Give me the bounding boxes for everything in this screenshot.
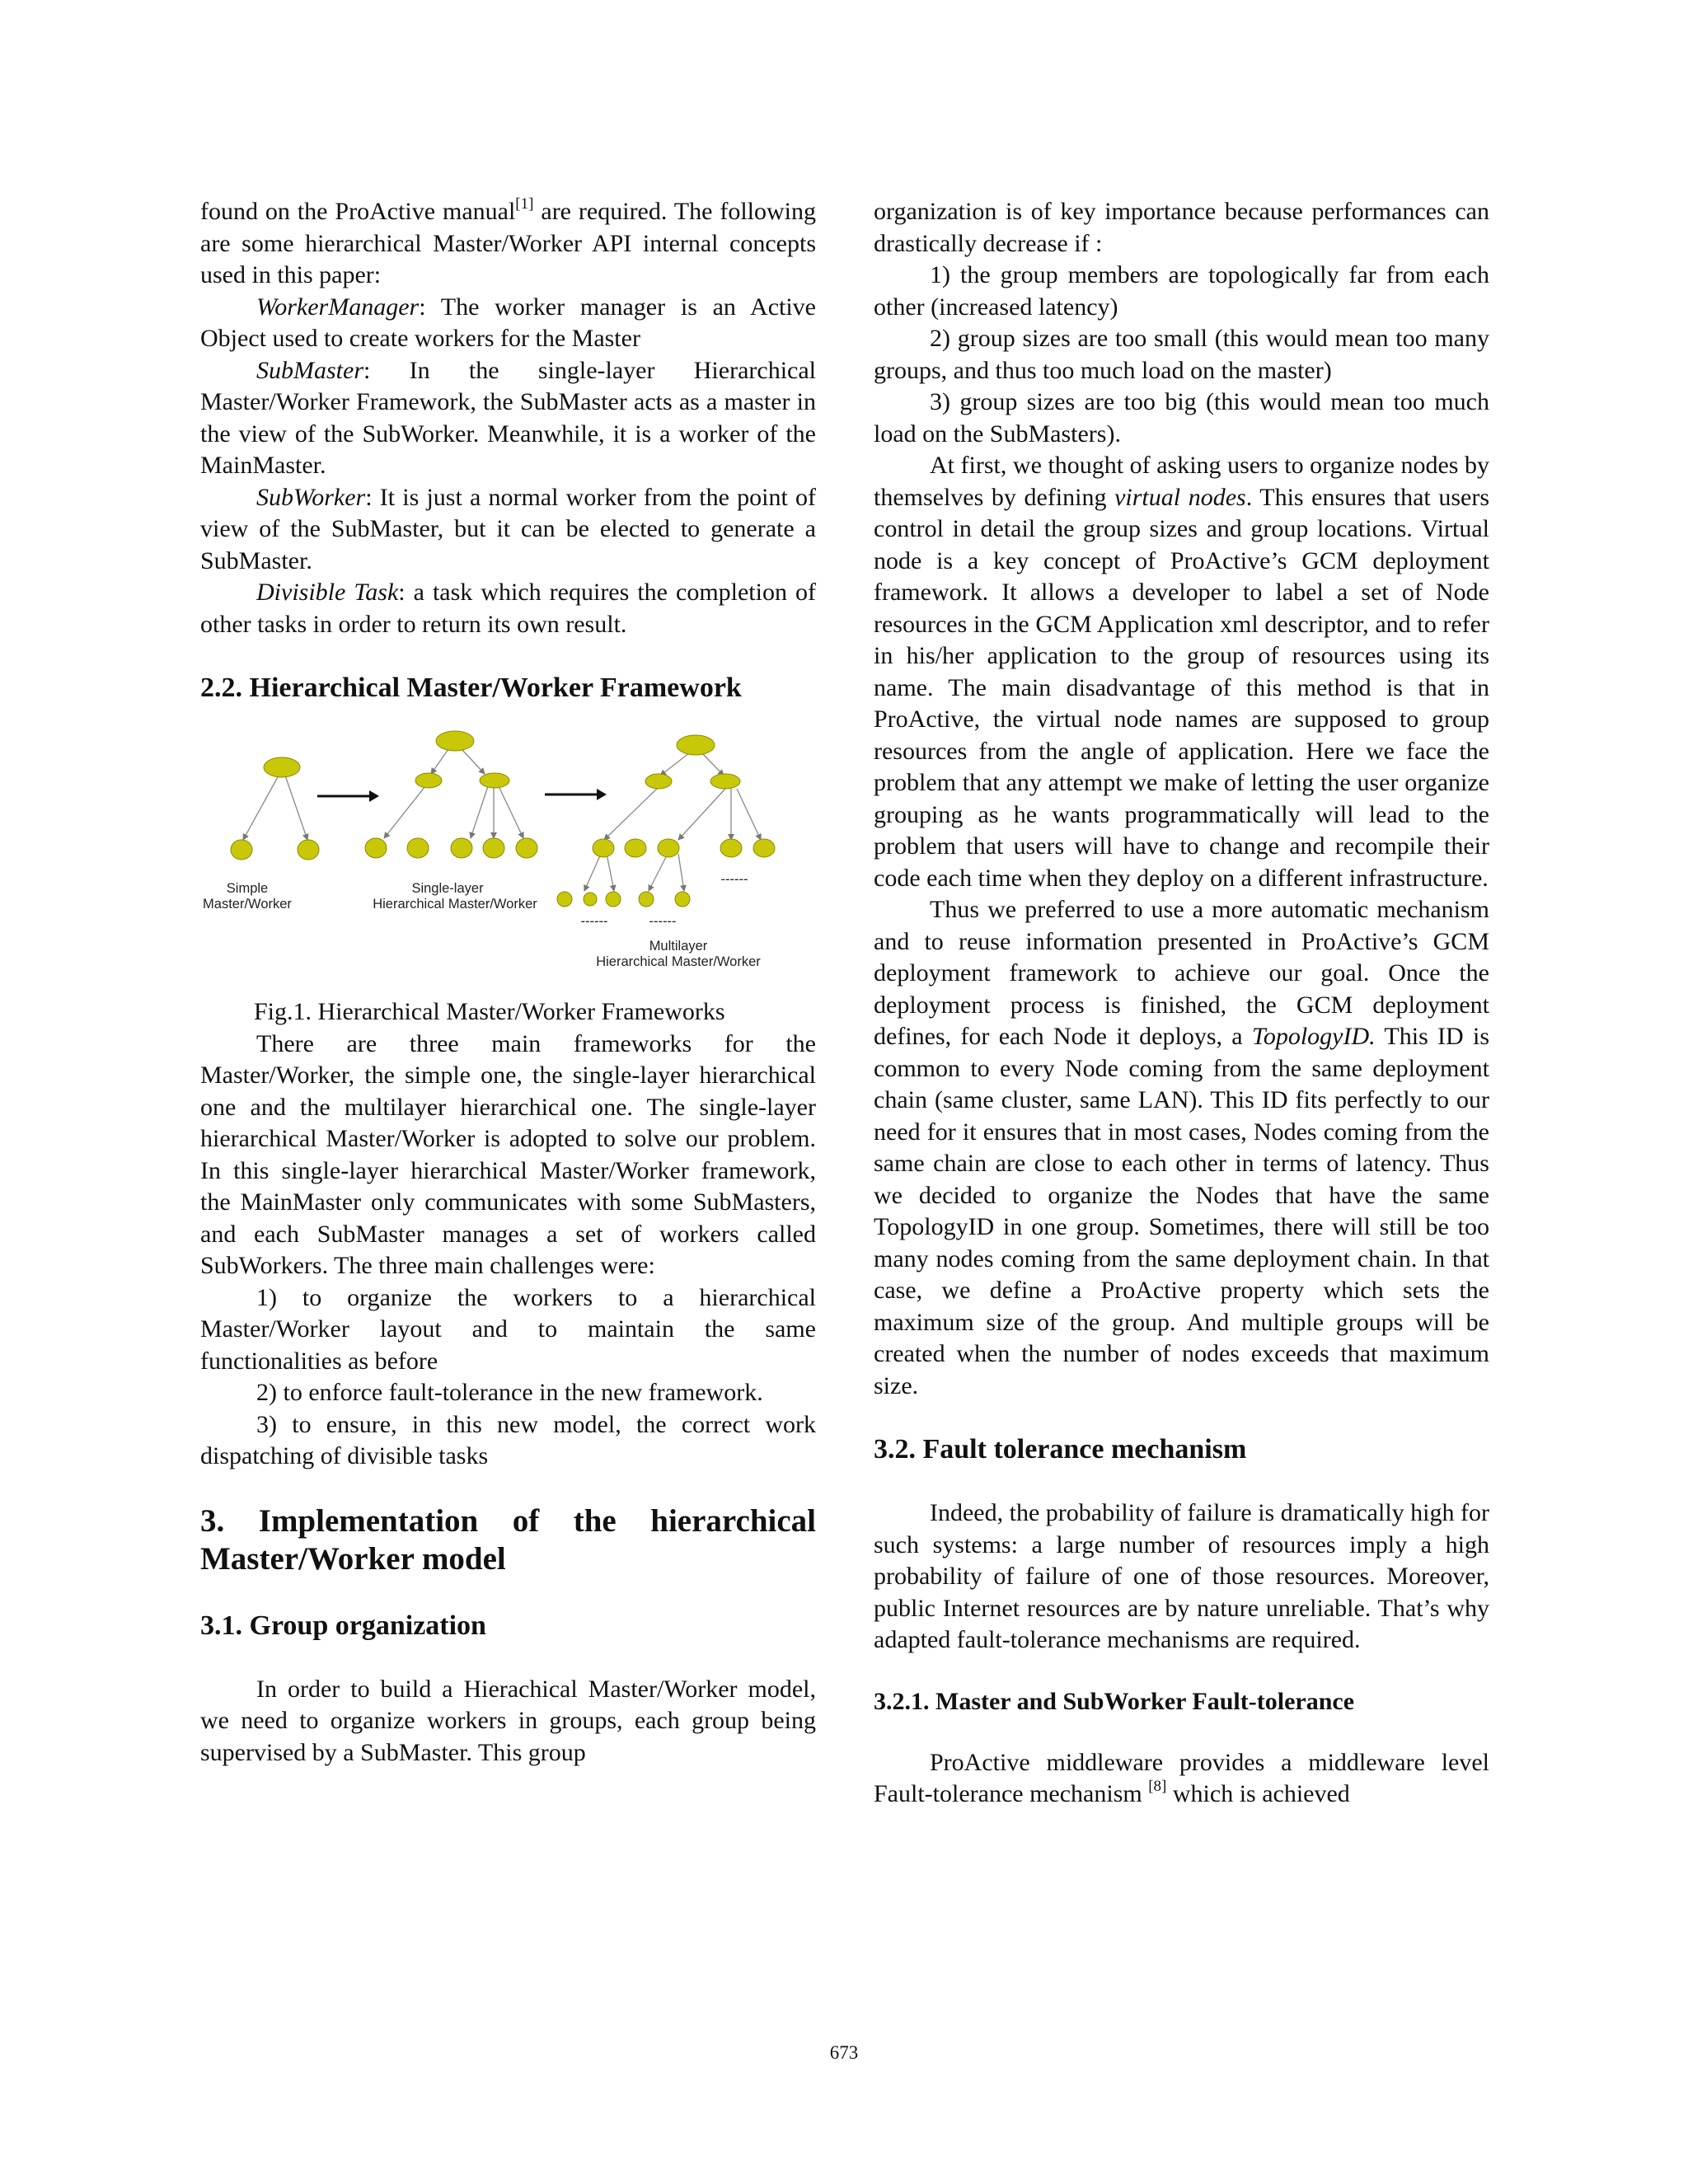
label-single-2: Hierarchical Master/Worker (373, 897, 537, 912)
worker-node (451, 838, 472, 858)
citation-1: [1] (515, 195, 534, 213)
label-single-1: Single-layer (411, 881, 484, 896)
figure-1 (200, 716, 816, 996)
worker-node (639, 892, 654, 907)
worker-node (606, 892, 621, 907)
fault-tolerance-paragraph: Indeed, the probability of failure is dramatically high for such systems: a large number of resources imply a high probability of failure of one of those resources. Moreover, public Internet resources are by nature unreliable. That’s why adapted fault-tolerance mechanisms are required. (874, 1499, 1489, 1653)
page-number: 673 (829, 2042, 859, 2063)
worker-node (658, 839, 679, 857)
worker-node (593, 839, 614, 857)
citation-8: [8] (1148, 1778, 1167, 1795)
worker-node (557, 892, 572, 907)
label-multi-2: Hierarchical Master/Worker (596, 954, 761, 969)
worker-node (415, 773, 442, 788)
challenge-3: 3) to ensure, in this new model, the correct work dispatching of divisible tasks (200, 1410, 816, 1469)
worker-node (645, 774, 672, 789)
condition-2: 2) group sizes are too small (this would mean too many groups, and thus too much load on the master) (874, 325, 1489, 384)
figure-caption: Fig.1. Hierarchical Master/Worker Frameworks (254, 998, 725, 1025)
worker-node (584, 893, 597, 906)
worker-node (710, 774, 740, 789)
organization-paragraph: organization is of key importance because performances can drastically decrease if : (874, 198, 1489, 257)
frameworks-paragraph: There are three main frameworks for the Master/Worker, the simple one, the single-layer hierarchical one and the multilayer hierarchical one. The single-layer hierarchical Master/Worker is adopted to solve our problem. In this single-layer hierarchical Master/Worker framework, the MainMaster only communicates with some SubMasters, and each SubMaster manages a set of workers called SubWorkers. The three main challenges were: (200, 1029, 816, 1279)
worker-node (264, 757, 300, 777)
topology-paragraph: Thus we preferred to use a more automatic mechanism and to reuse information presented in ProActive’s GCM deployment framework to achieve our goal. Once the deployment process is finished, the GCM deployment defines, for each Node it deploys, a TopologyID. This ID is common to every Node coming from the same deployment chain (same cluster, same LAN). This ID fits perfectly to our need for it ensures that in most cases, Nodes coming from the same chain are close to each other in terms of latency. Thus we decided to organize the Nodes that have the same TopologyID in one group. Sometimes, there will still be too many nodes coming from the same deployment chain. In that case, we define a ProActive property which sets the maximum size of the group. And multiple groups will be created when the number of nodes exceeds that maximum size. (874, 896, 1489, 1399)
hierarchy-diagram (200, 716, 816, 996)
section-heading-2-2: 2.2. Hierarchical Master/Worker Framework (200, 673, 742, 703)
definition-subworker: SubWorker: It is just a normal worker from the point of view of the SubMaster, but it can be elected to generate a SubMaster. (200, 483, 816, 574)
definition-divisible-task: Divisible Task: a task which requires the completion of other tasks in order to return its own result. (200, 579, 816, 638)
worker-node (677, 735, 715, 755)
worker-node (365, 838, 387, 858)
worker-node (436, 731, 474, 751)
worker-node (753, 839, 775, 857)
ellipsis-2: ------ (580, 914, 608, 929)
middleware-paragraph: ProActive middleware provides a middleware level Fault-tolerance mechanism [8] which is achieved (874, 1748, 1489, 1807)
intro-paragraph: found on the ProActive manual[1] are required. The following are some hierarchical Master/Worker API internal concepts used in this paper: (200, 195, 816, 288)
ellipsis-3: ------ (649, 914, 677, 929)
virtual-nodes-paragraph: At first, we thought of asking users to organize nodes by themselves by defining virtual nodes. This ensures that users control in detail the group sizes and group locations. Virtual node is a key concept of ProActive’s GCM deployment framework. It allows a developer to label a set of Node resources in the GCM Application xml descriptor, and to refer in his/her application to the group of resources using its name. The main disadvantage of this method is that in ProActive, the virtual node names are supposed to group resources from the angle of application. Here we face the problem that any attempt we make of letting the user organize grouping as he wants programmatically will lead to the problem that users will have to change and recompile their code each time when they deploy on a different infrastructure. (874, 452, 1489, 892)
section-heading-3-2-1: 3.2.1. Master and SubWorker Fault-tolerance (874, 1687, 1355, 1715)
section-heading-3: 3. Implementation of the hierarchical Master/Worker model (200, 1502, 816, 1577)
worker-node (483, 838, 504, 858)
worker-node (298, 840, 319, 860)
worker-nodes (231, 731, 775, 907)
ellipsis-1: ------ (720, 872, 748, 887)
worker-node (675, 892, 690, 907)
label-simple-1: Simple (226, 881, 269, 896)
worker-node (625, 839, 646, 857)
label-simple-2: Master/Worker (203, 897, 292, 912)
condition-1: 1) the group members are topologically far from each other (increased latency) (874, 261, 1489, 321)
definition-submaster: SubMaster: In the single-layer Hierarchical Master/Worker Framework, the SubMaster acts as a master in the view of the SubWorker. Meanwhile, it is a worker of the MainMaster. (200, 356, 816, 479)
section-heading-3-2: 3.2. Fault tolerance mechanism (874, 1434, 1247, 1465)
definition-workermanager: WorkerManager: The worker manager is an Active Object used to create workers for the Master (200, 293, 816, 352)
worker-node (231, 840, 252, 860)
worker-node (407, 838, 429, 858)
worker-node (516, 838, 537, 858)
condition-3: 3) group sizes are too big (this would mean too much load on the SubMasters). (874, 388, 1489, 448)
worker-node (480, 773, 509, 788)
challenge-2: 2) to enforce fault-tolerance in the new framework. (256, 1379, 763, 1406)
section-heading-3-1: 3.1. Group organization (200, 1610, 486, 1641)
left-column (200, 196, 816, 1769)
label-multi-1: Multilayer (649, 939, 708, 954)
right-column (874, 196, 1489, 1811)
challenge-1: 1) to organize the workers to a hierarchical Master/Worker layout and to maintain the same functionalities as before (200, 1283, 816, 1375)
group-organization-paragraph: In order to build a Hierachical Master/Worker model, we need to organize workers in groups, each group being supervised by a SubMaster. This group (200, 1675, 816, 1766)
worker-node (720, 839, 742, 857)
